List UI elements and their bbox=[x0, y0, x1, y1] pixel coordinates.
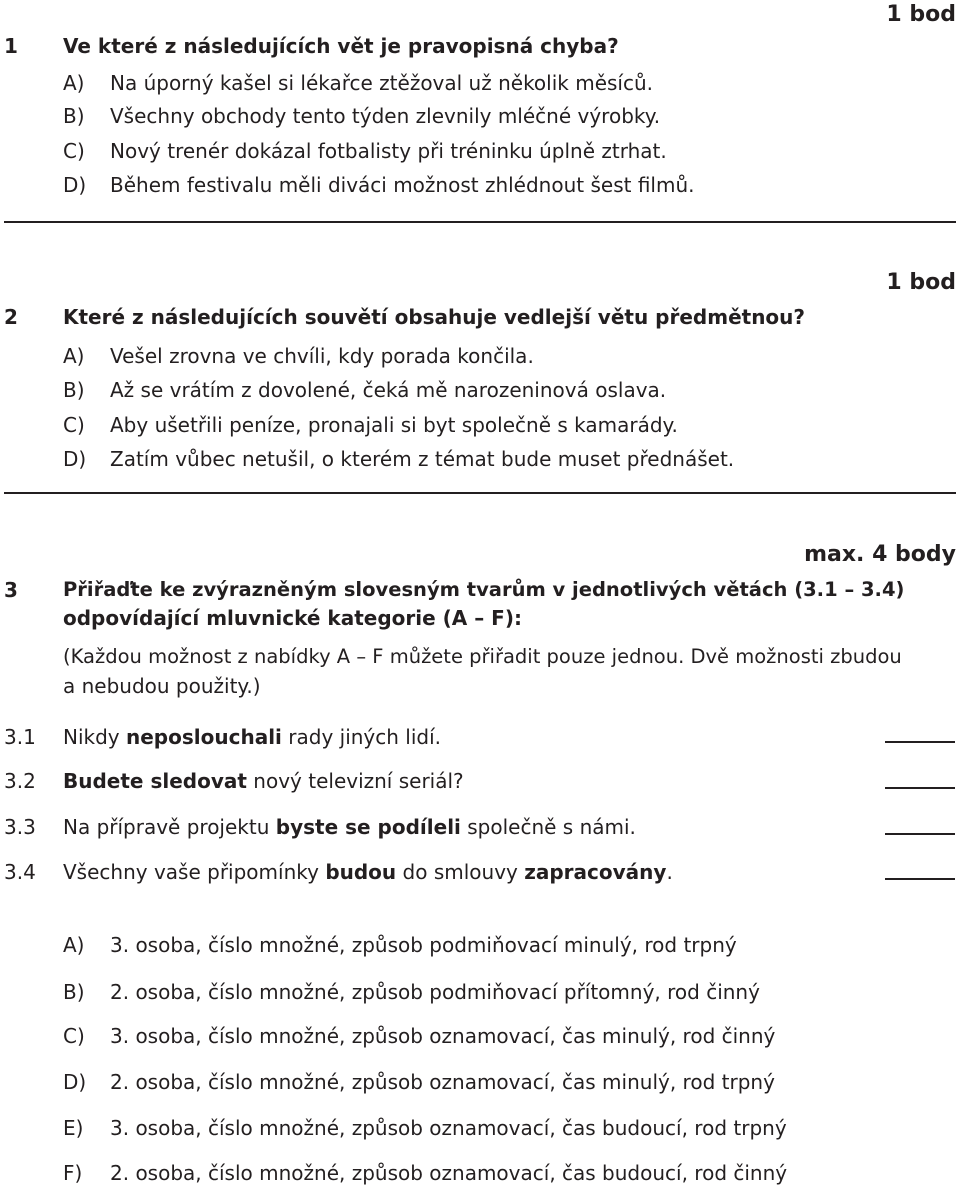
q1-option-c-letter: C) bbox=[63, 139, 85, 163]
highlighted-verb: neposlouchali bbox=[126, 725, 282, 749]
sentence-text: . bbox=[666, 860, 673, 884]
sentence-text: společně s námi. bbox=[460, 815, 636, 839]
q1-option-c-text: Nový trenér dokázal fotbalisty při tréninku úplně ztrhat. bbox=[110, 139, 667, 163]
q3-question-line2: odpovídající mluvnické kategorie (A – F): bbox=[63, 606, 522, 630]
q2-option-c-letter: C) bbox=[63, 413, 85, 437]
q1-option-d-letter: D) bbox=[63, 173, 87, 197]
q3-number: 3 bbox=[4, 578, 18, 602]
sentence-3-2-number: 3.2 bbox=[4, 769, 36, 793]
sentence-text: Všechny vaše připomínky bbox=[63, 860, 326, 884]
choice-e-text: 3. osoba, číslo množné, způsob oznamovací, čas budoucí, rod trpný bbox=[110, 1116, 787, 1140]
choice-d-text: 2. osoba, číslo množné, způsob oznamovací, čas minulý, rod trpný bbox=[110, 1070, 775, 1094]
highlighted-verb: budou bbox=[325, 860, 397, 884]
q2-option-d-letter: D) bbox=[63, 447, 87, 471]
choice-c-text: 3. osoba, číslo množné, způsob oznamovací, čas minulý, rod činný bbox=[110, 1024, 776, 1048]
sentence-text: nový televizní seriál? bbox=[246, 769, 464, 793]
choice-b-text: 2. osoba, číslo množné, způsob podmiňovací přítomný, rod činný bbox=[110, 980, 760, 1004]
choice-f-letter: F) bbox=[63, 1161, 83, 1185]
q1-points: 1 bod bbox=[886, 2, 956, 27]
answer-blank-3-4[interactable] bbox=[885, 878, 955, 880]
q2-points: 1 bod bbox=[886, 270, 956, 295]
choice-d-letter: D) bbox=[63, 1070, 87, 1094]
choice-b-letter: B) bbox=[63, 980, 85, 1004]
divider-1 bbox=[4, 221, 956, 223]
choice-f-text: 2. osoba, číslo množné, způsob oznamovací, čas budoucí, rod činný bbox=[110, 1161, 788, 1185]
choice-a-letter: A) bbox=[63, 933, 85, 957]
q1-option-b-text: Všechny obchody tento týden zlevnily mléčné výrobky. bbox=[110, 104, 661, 128]
sentence-3-4-number: 3.4 bbox=[4, 860, 36, 884]
answer-blank-3-1[interactable] bbox=[885, 741, 955, 743]
q2-option-a-letter: A) bbox=[63, 344, 85, 368]
q3-question-line1: Přiřaďte ke zvýrazněným slovesným tvarům v jednotlivých větách (3.1 – 3.4) bbox=[63, 578, 905, 601]
q3-note-line2: a nebudou použity.) bbox=[63, 674, 261, 698]
sentence-3-1-number: 3.1 bbox=[4, 725, 36, 749]
q2-question: Které z následujících souvětí obsahuje vedlejší větu předmětnou? bbox=[63, 305, 806, 329]
choice-a-text: 3. osoba, číslo množné, způsob podmiňovací minulý, rod trpný bbox=[110, 933, 737, 957]
q1-number: 1 bbox=[4, 34, 18, 58]
sentence-3-2 bbox=[63, 769, 464, 793]
answer-blank-3-2[interactable] bbox=[885, 787, 955, 789]
sentence-text: Na přípravě projektu bbox=[63, 815, 276, 839]
q2-option-a-text: Vešel zrovna ve chvíli, kdy porada končila. bbox=[110, 344, 534, 368]
sentence-3-3 bbox=[63, 815, 636, 839]
q1-option-d-text: Během festivalu měli diváci možnost zhlédnout šest filmů. bbox=[110, 173, 695, 197]
q3-points: max. 4 body bbox=[804, 542, 956, 567]
highlighted-verb: byste se podíleli bbox=[275, 815, 461, 839]
choice-c-letter: C) bbox=[63, 1024, 85, 1048]
highlighted-verb: zapracovány bbox=[524, 860, 667, 884]
q2-option-c-text: Aby ušetřili peníze, pronajali si byt společně s kamarády. bbox=[110, 413, 678, 437]
choice-e-letter: E) bbox=[63, 1116, 84, 1140]
sentence-3-1 bbox=[63, 725, 441, 749]
sentence-text: Nikdy bbox=[63, 725, 126, 749]
q2-number: 2 bbox=[4, 305, 18, 329]
sentence-3-4 bbox=[63, 860, 673, 884]
q2-option-d-text: Zatím vůbec netušil, o kterém z témat bude muset přednášet. bbox=[110, 447, 735, 471]
answer-blank-3-3[interactable] bbox=[885, 833, 955, 835]
sentence-text: rady jiných lidí. bbox=[281, 725, 442, 749]
q3-note-line1: (Každou možnost z nabídky A – F můžete přiřadit pouze jednou. Dvě možnosti zbudou bbox=[63, 645, 902, 668]
q1-option-a-letter: A) bbox=[63, 71, 85, 95]
sentence-3-3-number: 3.3 bbox=[4, 815, 36, 839]
divider-2 bbox=[4, 492, 956, 494]
sentence-text: do smlouvy bbox=[396, 860, 525, 884]
highlighted-verb: Budete sledovat bbox=[63, 769, 247, 793]
q1-question: Ve které z následujících vět je pravopisná chyba? bbox=[63, 34, 619, 58]
q1-option-b-letter: B) bbox=[63, 104, 85, 128]
q2-option-b-text: Až se vrátím z dovolené, čeká mě narozeninová oslava. bbox=[110, 378, 667, 402]
q1-option-a-text: Na úporný kašel si lékařce ztěžoval už několik měsíců. bbox=[110, 71, 654, 95]
q2-option-b-letter: B) bbox=[63, 378, 85, 402]
